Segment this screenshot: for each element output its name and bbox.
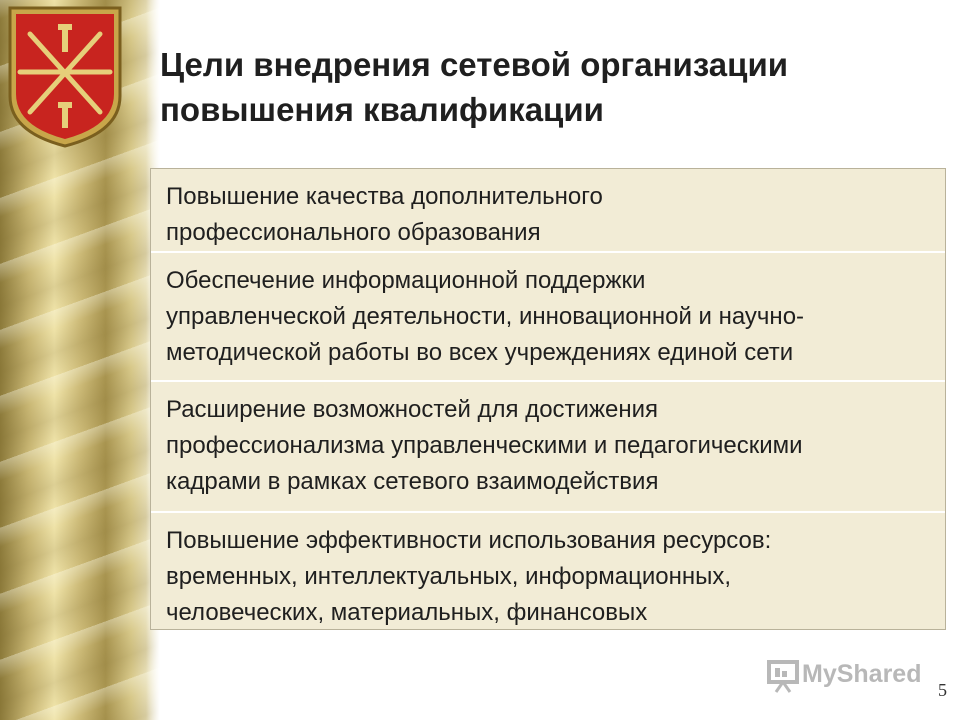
goal-text-line: кадрами в рамках сетевого взаимодействия [166,468,659,495]
goal-text-line: методической работы во всех учреждениях единой сети [166,339,794,366]
slide-title-line-1: Цели внедрения сетевой организации [160,46,789,83]
goal-text-line: человеческих, материальных, финансовых [166,599,648,626]
goals-table [150,168,946,630]
goal-row [151,513,945,629]
slide-title-line-2: повышения квалификации [160,91,604,128]
goal-text-line: временных, интеллектуальных, информационных, [166,563,732,590]
goal-text-line: Расширение возможностей для достижения [166,396,659,423]
coat-of-arms-icon [6,4,124,150]
goal-text-line: Повышение эффективности использования ресурсов: [166,527,772,554]
goal-text-line: профессионализма управленческими и педагогическими [166,432,803,459]
goal-text-line: Повышение качества дополнительного [166,183,603,210]
goal-text-line: Обеспечение информационной поддержки [166,267,646,294]
goal-row [151,382,945,513]
goal-row [151,253,945,382]
page-number: 5 [938,680,947,700]
goal-text-line: управленческой деятельности, инновационной и научно- [166,303,805,330]
watermark-logo [766,656,936,696]
goal-text-line: профессионального образования [166,219,541,246]
goal-row [151,169,945,253]
presentation-screen-icon [766,658,800,694]
slide-title [160,42,920,132]
watermark-text: MyShared [802,660,922,688]
